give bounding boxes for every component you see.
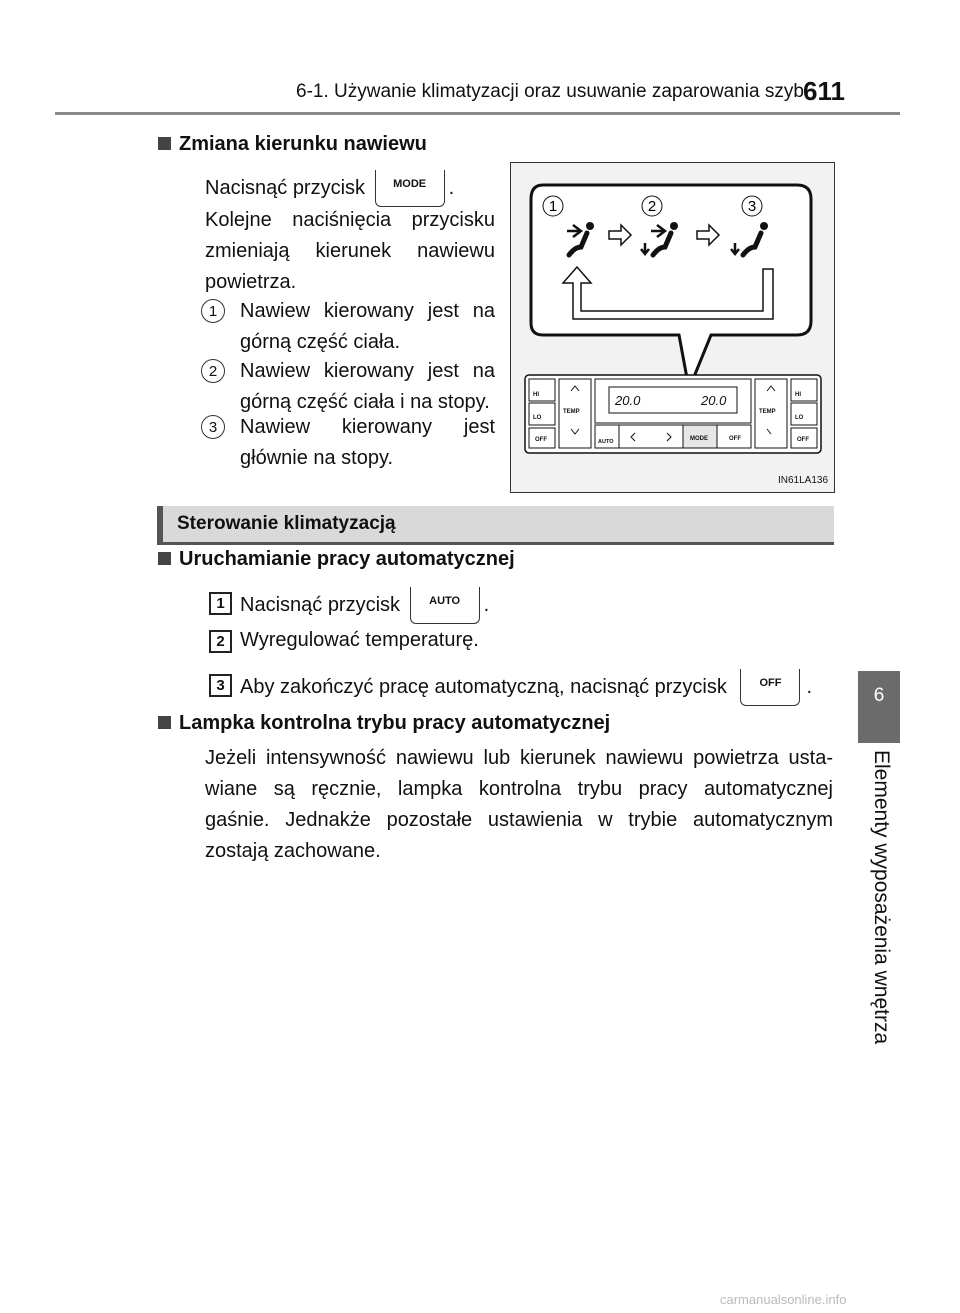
description-line: Kolejne naciśnięcia przycisku: [205, 209, 495, 231]
paragraph-line: wiane są ręcznie, lampka kontrolna trybu pracy automatycznej: [205, 778, 833, 800]
svg-text:HI: HI: [795, 392, 801, 398]
step-text: Wyregulować temperaturę.: [240, 629, 479, 651]
svg-text:20.0: 20.0: [701, 393, 727, 408]
step-number-1: 1: [209, 592, 232, 615]
figure-label-3: 3: [747, 198, 757, 215]
svg-text:20.0: 20.0: [615, 393, 641, 408]
svg-text:OFF: OFF: [797, 437, 809, 443]
chapter-tab-text: Elementy wyposażenia wnętrza: [870, 750, 893, 1045]
figure-label-2: 2: [647, 198, 657, 215]
svg-text:AUTO: AUTO: [598, 439, 614, 445]
heading-airflow-direction: Zmiana kierunku nawiewu: [158, 133, 427, 156]
item-number-1: 1: [201, 299, 225, 323]
figure-code: IN61LA136: [778, 475, 829, 486]
paragraph-line: Jeżeli intensywność nawiewu lub kierunek nawiewu powietrza usta-: [205, 747, 833, 769]
svg-text:OFF: OFF: [729, 436, 741, 442]
item-text: górną część ciała i na stopy.: [240, 391, 490, 413]
svg-text:HI: HI: [533, 392, 539, 398]
step-text: Aby zakończyć pracę automatyczną, nacisnąć przycisk OFF .: [240, 669, 840, 706]
svg-text:TEMP: TEMP: [563, 409, 580, 415]
item-text: Nawiew kierowany jest na: [240, 360, 495, 382]
square-bullet-icon: [158, 552, 171, 565]
climate-panel-figure: [510, 162, 835, 493]
description-line: powietrza.: [205, 271, 297, 293]
item-text: Nawiew kierowany jest na: [240, 300, 495, 322]
step-number-2: 2: [209, 630, 232, 653]
section-title: Sterowanie klimatyzacją: [177, 513, 396, 534]
chapter-tab-number: 6: [858, 671, 900, 743]
climate-panel-illustration: [511, 163, 834, 492]
step-text: Nacisnąć przycisk AUTO .: [240, 587, 540, 624]
mode-button-image: MODE: [375, 170, 445, 207]
item-text: głównie na stopy.: [240, 447, 394, 469]
square-bullet-icon: [158, 716, 171, 729]
item-text: Nawiew kierowany jest: [240, 416, 495, 438]
svg-text:LO: LO: [533, 415, 542, 421]
paragraph-line: gaśnie. Jednakże pozostałe ustawienia w trybie automatycznym: [205, 809, 833, 831]
step-number-3: 3: [209, 674, 232, 697]
svg-text:OFF: OFF: [535, 437, 547, 443]
press-mode-line: Nacisnąć przycisk MODE .: [205, 170, 495, 207]
header-rule: [55, 112, 900, 115]
paragraph-line: zostają zachowane.: [205, 840, 381, 862]
square-bullet-icon: [158, 137, 171, 150]
heading-automatic-mode: Uruchamianie pracy automatycznej: [158, 548, 515, 571]
fan-off-button-image: OFF: [740, 669, 800, 706]
chapter-title: 6-1. Używanie klimatyzacji oraz usuwanie zaparowania szyb: [296, 81, 804, 102]
item-number-3: 3: [201, 415, 225, 439]
heading-auto-indicator: Lampka kontrolna trybu pracy automatycznej: [158, 712, 610, 735]
auto-button-image: AUTO: [410, 587, 480, 624]
section-bar: [157, 506, 834, 542]
footer-watermark: carmanualsonline.info: [720, 1292, 847, 1307]
item-text: górną część ciała.: [240, 331, 401, 353]
figure-label-1: 1: [548, 198, 558, 215]
page-number: 611: [803, 76, 845, 106]
svg-text:LO: LO: [795, 415, 804, 421]
item-number-2: 2: [201, 359, 225, 383]
svg-text:TEMP: TEMP: [759, 409, 776, 415]
description-line: zmieniają kierunek nawiewu: [205, 240, 495, 262]
svg-text:MODE: MODE: [690, 436, 708, 442]
